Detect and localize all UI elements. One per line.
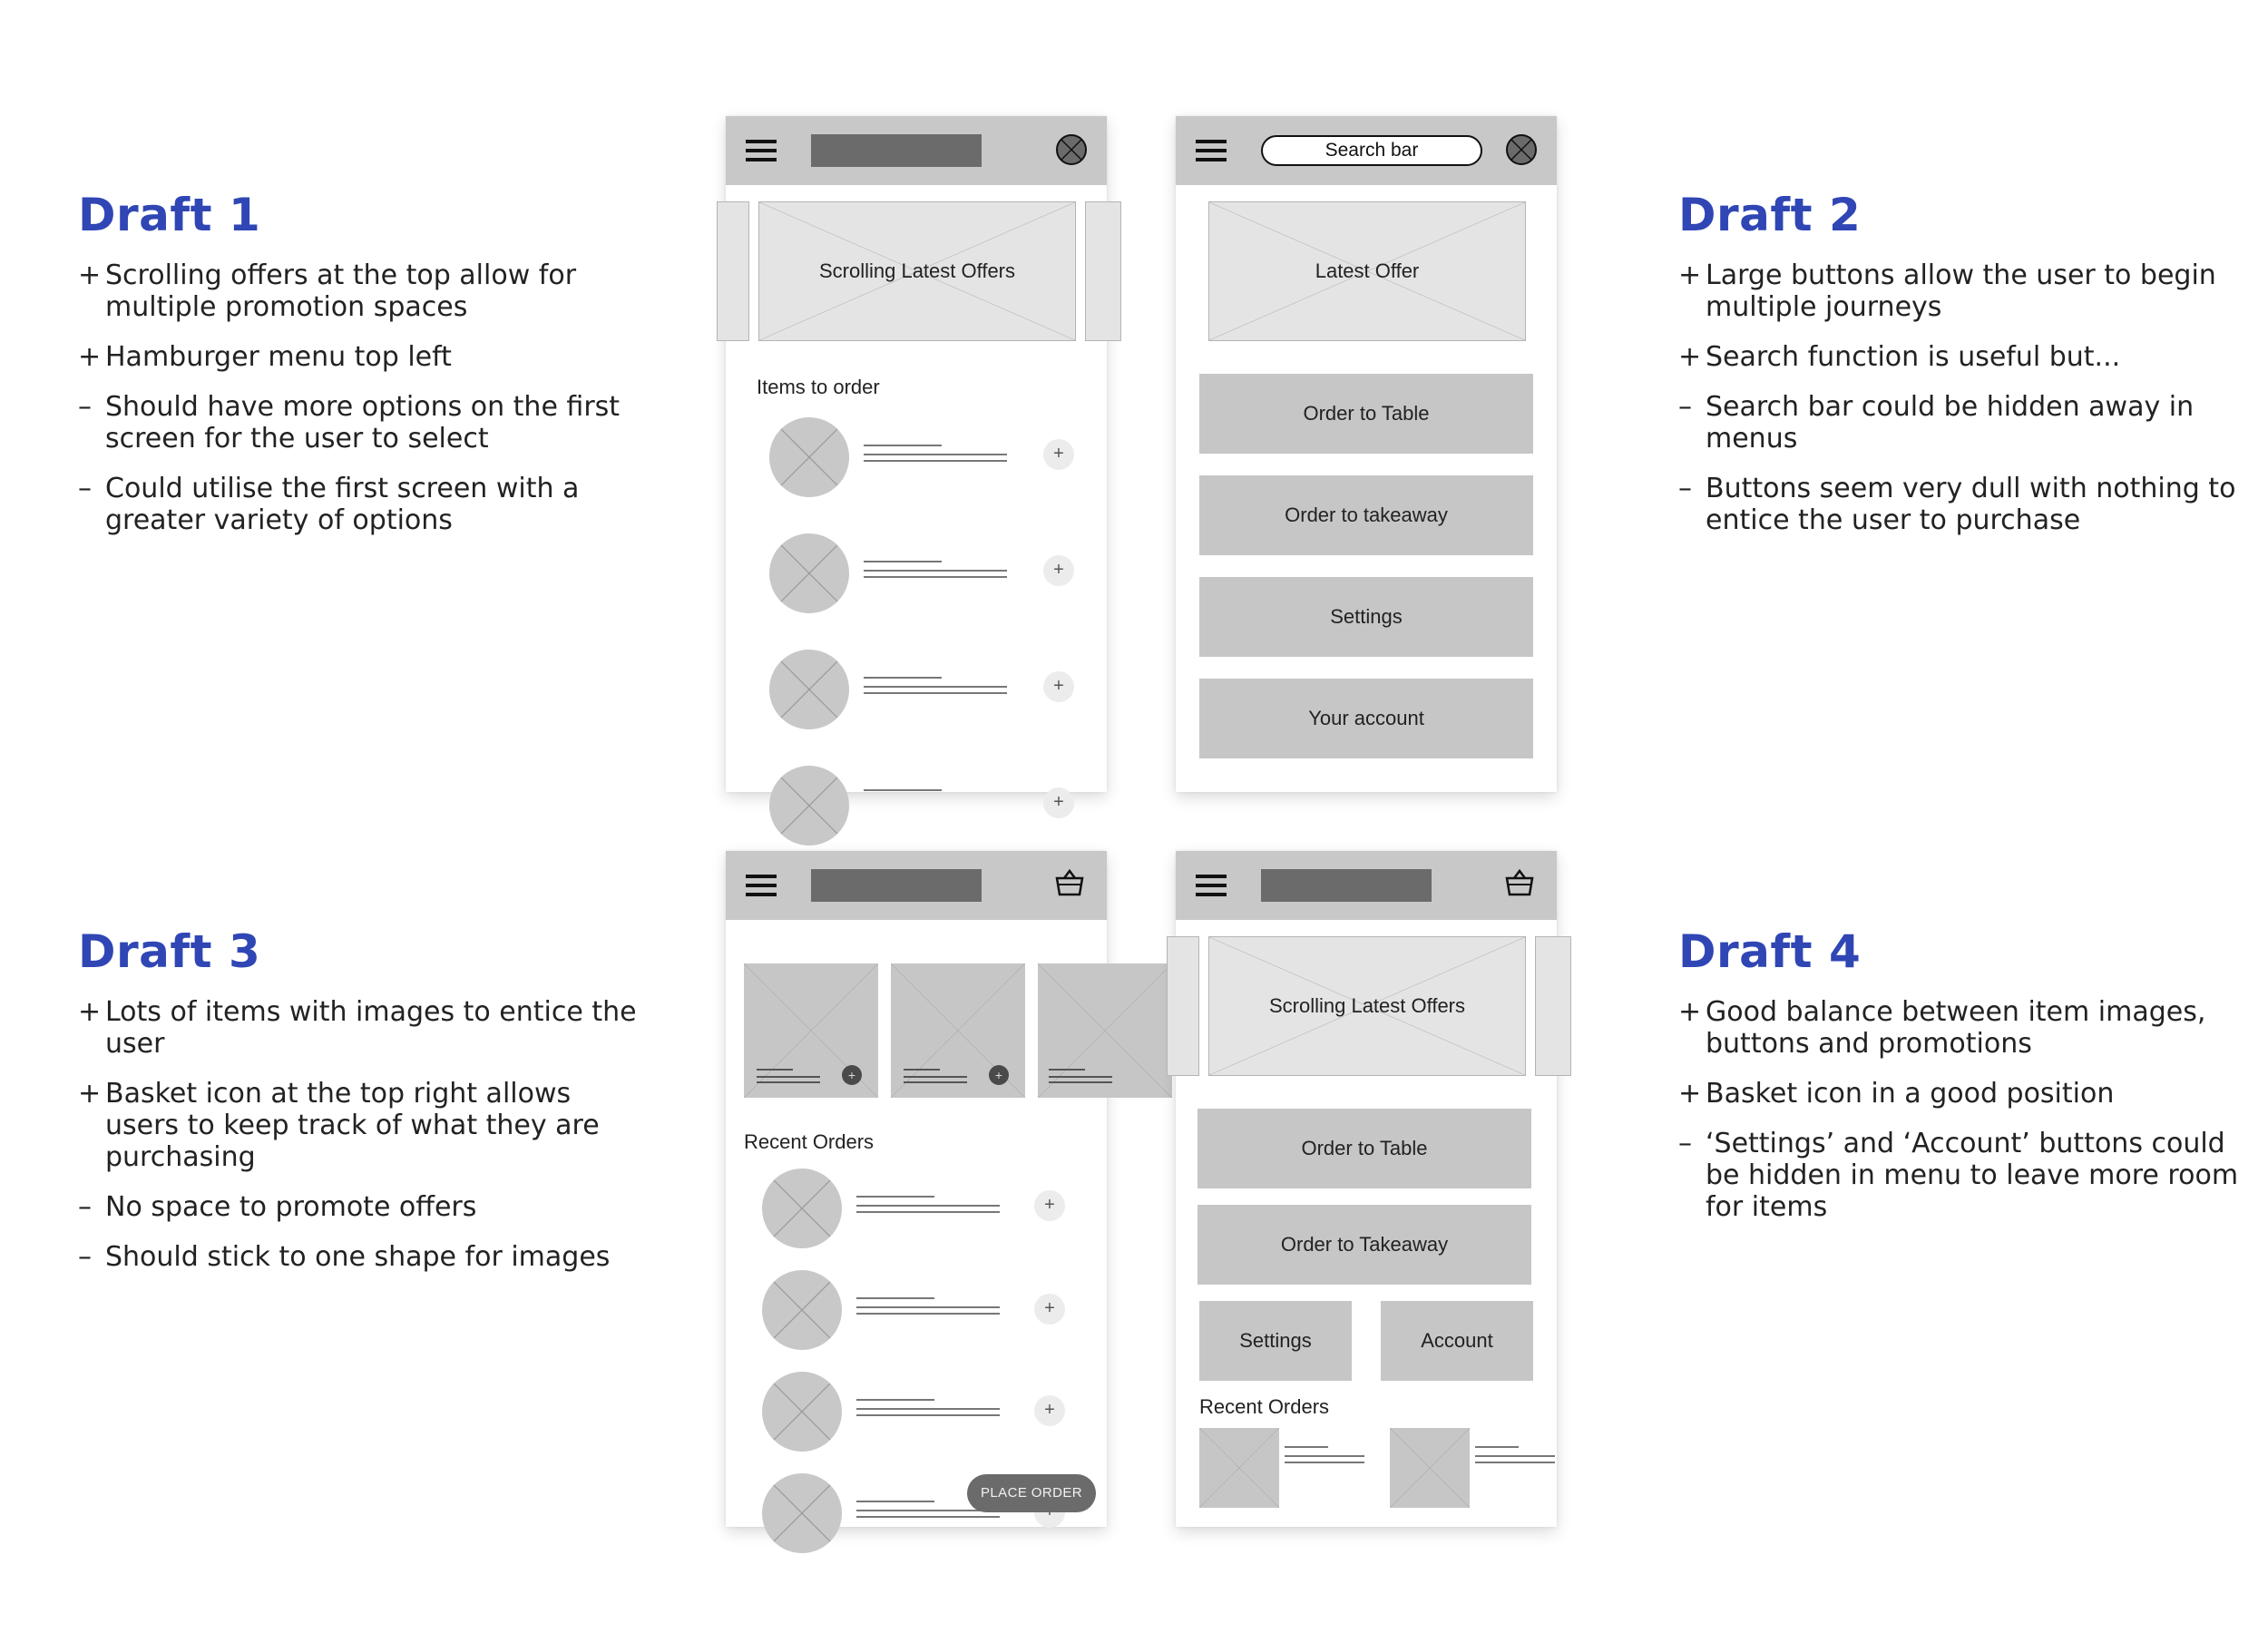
item-text-lines <box>864 445 1009 466</box>
title-placeholder <box>1261 869 1432 902</box>
section-title: Recent Orders <box>744 1130 875 1153</box>
item-image <box>769 533 849 613</box>
draft-1-notes <box>78 189 640 554</box>
section-title: Items to order <box>757 376 880 398</box>
item-image <box>762 1270 842 1350</box>
note-item: – No space to promote offers <box>78 1191 477 1223</box>
note-item: – Should have more options on the first screen for the user to select <box>78 391 621 455</box>
offer-banner-label: Scrolling Latest Offers <box>818 259 1016 282</box>
plus-icon[interactable]: + <box>1034 1294 1065 1325</box>
add-icon[interactable]: + <box>989 1065 1009 1085</box>
note-item: + Scrolling offers at the top allow for multiple promotion spaces <box>78 259 577 323</box>
offer-peek-left <box>717 201 749 341</box>
top-bar <box>726 116 1107 185</box>
plus-icon[interactable]: + <box>1034 1395 1065 1426</box>
item-text-lines <box>864 789 1009 798</box>
note-item: – Should stick to one shape for images <box>78 1241 611 1273</box>
profile-icon[interactable] <box>1506 134 1537 165</box>
draft-2-wireframe <box>1176 116 1557 792</box>
note-item: + Search function is useful but... <box>1678 341 2121 373</box>
item-text-lines <box>856 1196 1002 1217</box>
item-text-lines <box>856 1297 1002 1319</box>
hamburger-icon[interactable] <box>1196 875 1227 896</box>
recent-order-thumb[interactable] <box>1199 1428 1279 1508</box>
hamburger-icon[interactable] <box>1196 140 1227 161</box>
draft-1-title: Draft 1 <box>78 189 261 241</box>
draft-2-title: Draft 2 <box>1678 189 1862 241</box>
item-image <box>769 417 849 497</box>
add-icon[interactable]: + <box>842 1065 862 1085</box>
recent-order-thumb[interactable] <box>1390 1428 1470 1508</box>
offer-banner[interactable] <box>758 201 1076 341</box>
note-item: + Basket icon in a good position <box>1678 1078 2115 1110</box>
plus-icon[interactable]: + <box>1043 439 1074 470</box>
title-placeholder <box>811 869 982 902</box>
item-text-lines <box>864 561 1009 582</box>
item-text-lines <box>1475 1446 1557 1468</box>
order-to-table-button[interactable]: Order to Table <box>1198 1109 1531 1188</box>
place-order-button[interactable]: PLACE ORDER <box>967 1474 1096 1512</box>
draft-3-title: Draft 3 <box>78 925 261 978</box>
settings-button[interactable]: Settings <box>1199 1301 1352 1381</box>
offer-peek-left <box>1167 936 1199 1076</box>
note-item: – Could utilise the first screen with a greater variety of options <box>78 473 580 536</box>
offer-banner[interactable] <box>1208 936 1526 1076</box>
title-placeholder <box>811 134 982 167</box>
order-to-takeaway-button[interactable]: Order to Takeaway <box>1198 1205 1531 1285</box>
note-item: + Large buttons allow the user to begin multiple journeys <box>1678 259 2216 323</box>
item-image <box>769 650 849 729</box>
note-item: + Basket icon at the top right allows users to keep track of what they are purchasing <box>78 1078 600 1173</box>
note-item: – Search bar could be hidden away in menus <box>1678 391 2195 455</box>
profile-icon[interactable] <box>1056 134 1087 165</box>
draft-4-title: Draft 4 <box>1678 925 1862 978</box>
top-bar <box>1176 851 1557 920</box>
product-card[interactable] <box>1038 963 1172 1098</box>
plus-icon[interactable]: + <box>1043 555 1074 586</box>
note-item: – ‘Settings’ and ‘Account’ buttons could be hidden in menu to leave more room for items <box>1678 1128 2239 1223</box>
offer-banner-label: Latest Offer <box>1315 259 1420 282</box>
draft-3-wireframe <box>726 851 1107 1527</box>
top-bar <box>1176 116 1557 185</box>
draft-4-wireframe <box>1176 851 1557 1527</box>
draft-2-notes <box>1678 189 2241 554</box>
plus-icon[interactable]: + <box>1043 671 1074 702</box>
note-item: + Lots of items with images to entice the user <box>78 996 637 1060</box>
your-account-button[interactable]: Your account <box>1199 679 1533 758</box>
order-to-takeaway-button[interactable]: Order to takeaway <box>1199 475 1533 555</box>
account-button[interactable]: Account <box>1381 1301 1533 1381</box>
note-item: + Good balance between item images, buttons and promotions <box>1678 996 2206 1060</box>
item-image <box>762 1473 842 1553</box>
note-item: – Buttons seem very dull with nothing to entice the user to purchase <box>1678 473 2236 536</box>
draft-1-wireframe <box>726 116 1107 812</box>
offer-peek-right <box>1535 936 1571 1076</box>
item-text-lines <box>856 1399 1002 1421</box>
basket-icon[interactable] <box>1054 867 1085 898</box>
offer-banner[interactable] <box>1208 201 1526 341</box>
item-image <box>769 766 849 846</box>
product-card[interactable] <box>744 963 878 1098</box>
order-to-table-button[interactable]: Order to Table <box>1199 374 1533 454</box>
item-image <box>762 1372 842 1452</box>
top-bar <box>726 851 1107 920</box>
search-input[interactable]: Search bar <box>1261 135 1482 166</box>
plus-icon[interactable]: + <box>1034 1190 1065 1221</box>
item-image <box>762 1169 842 1248</box>
item-text-lines <box>864 677 1009 699</box>
basket-icon[interactable] <box>1504 867 1535 898</box>
item-text-lines <box>1285 1446 1366 1468</box>
offer-banner-label: Scrolling Latest Offers <box>1268 994 1466 1017</box>
settings-button[interactable]: Settings <box>1199 577 1533 657</box>
plus-icon[interactable]: + <box>1043 787 1074 818</box>
section-title: Recent Orders <box>1199 1395 1330 1418</box>
product-card[interactable] <box>891 963 1025 1098</box>
note-item: + Hamburger menu top left <box>78 341 452 373</box>
hamburger-icon[interactable] <box>746 875 777 896</box>
hamburger-icon[interactable] <box>746 140 777 161</box>
offer-peek-right <box>1085 201 1121 341</box>
draft-4-notes <box>1678 925 2241 1241</box>
draft-3-notes <box>78 925 640 1291</box>
